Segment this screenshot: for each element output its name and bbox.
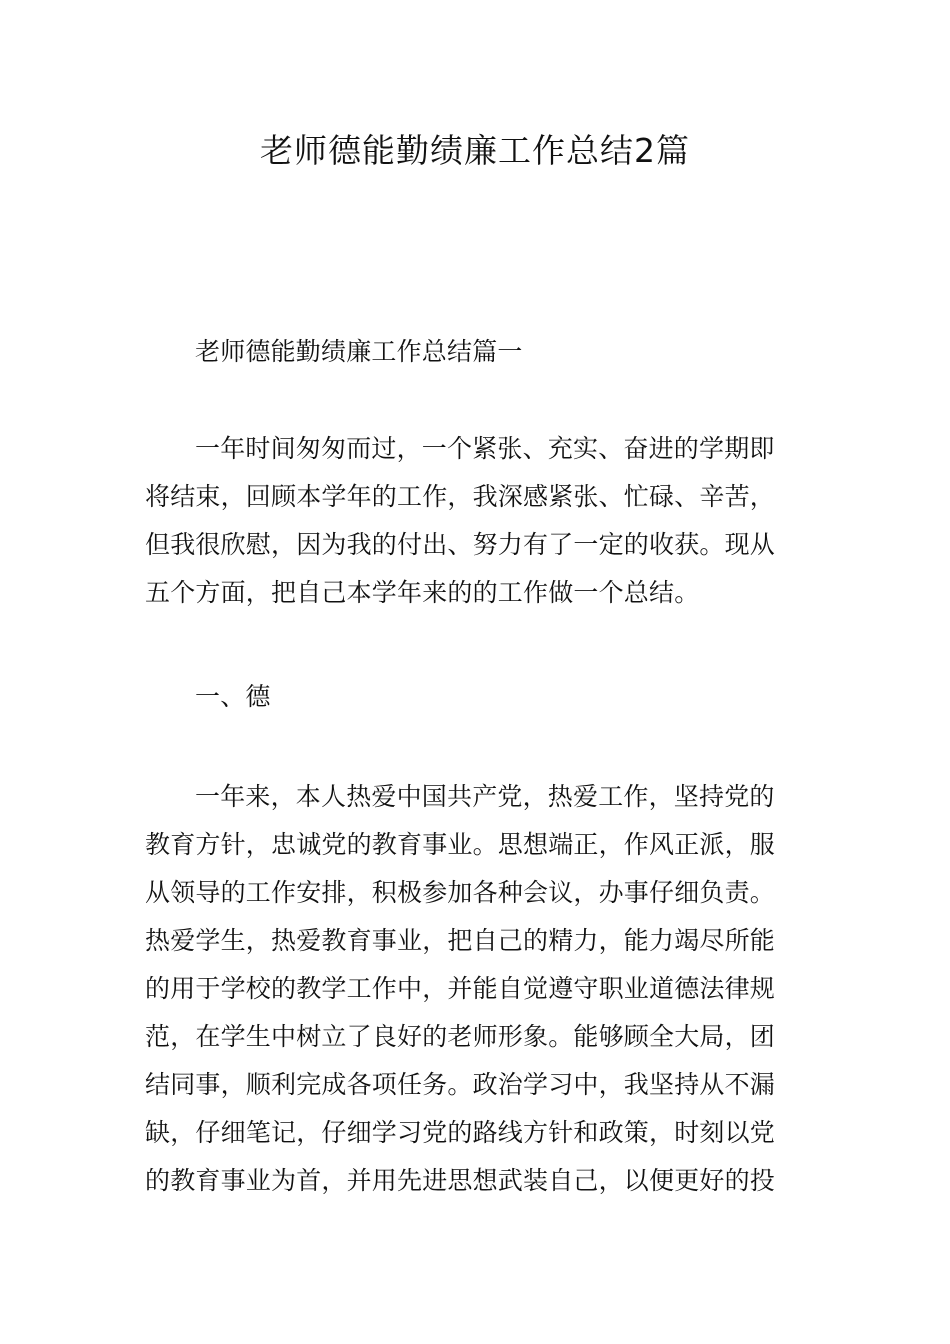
paragraph-line: 范，在学生中树立了良好的老师形象。能够顾全大局，团 xyxy=(145,1022,776,1051)
paragraph-line: 结同事，顺利完成各项任务。政治学习中，我坚持从不漏 xyxy=(145,1070,776,1099)
paragraph-line: 一年时间匆匆而过，一个紧张、充实、奋进的学期即 xyxy=(195,434,775,463)
section-subheading xyxy=(145,328,807,376)
paragraph-line: 将结束，回顾本学年的工作，我深感紧张、忙碌、辛苦， xyxy=(145,482,776,511)
paragraph-line: 热爱学生，热爱教育事业，把自己的精力，能力竭尽所能 xyxy=(145,926,776,955)
paragraph-line: 的用于学校的教学工作中，并能自觉遵守职业道德法律规 xyxy=(145,974,776,1003)
paragraph-line: 从领导的工作安排，积极参加各种会议，办事仔细负责。 xyxy=(145,878,776,907)
intro-paragraph xyxy=(145,425,807,617)
document-title: 老师德能勤绩廉工作总结2篇 xyxy=(260,131,690,170)
paragraph-line: 教育方针，忠诚党的教育事业。思想端正，作风正派，服 xyxy=(145,830,776,859)
paragraph-line: 缺，仔细笔记，仔细学习党的路线方针和政策，时刻以党 xyxy=(145,1118,776,1147)
paragraph-line: 一年来，本人热爱中国共产党，热爱工作，坚持党的 xyxy=(195,782,775,811)
subheading-text: 老师德能勤绩廉工作总结篇一 xyxy=(195,337,523,366)
paragraph-line: 五个方面，把自己本学年来的的工作做一个总结。 xyxy=(145,578,700,607)
paragraph-line: 的教育事业为首，并用先进思想武装自己，以便更好的投 xyxy=(145,1166,776,1195)
de-paragraph xyxy=(145,773,807,1205)
paragraph-line: 但我很欣慰，因为我的付出、努力有了一定的收获。现从 xyxy=(145,530,776,559)
section-heading-de xyxy=(145,673,807,721)
section-heading-text: 一、德 xyxy=(195,682,271,711)
